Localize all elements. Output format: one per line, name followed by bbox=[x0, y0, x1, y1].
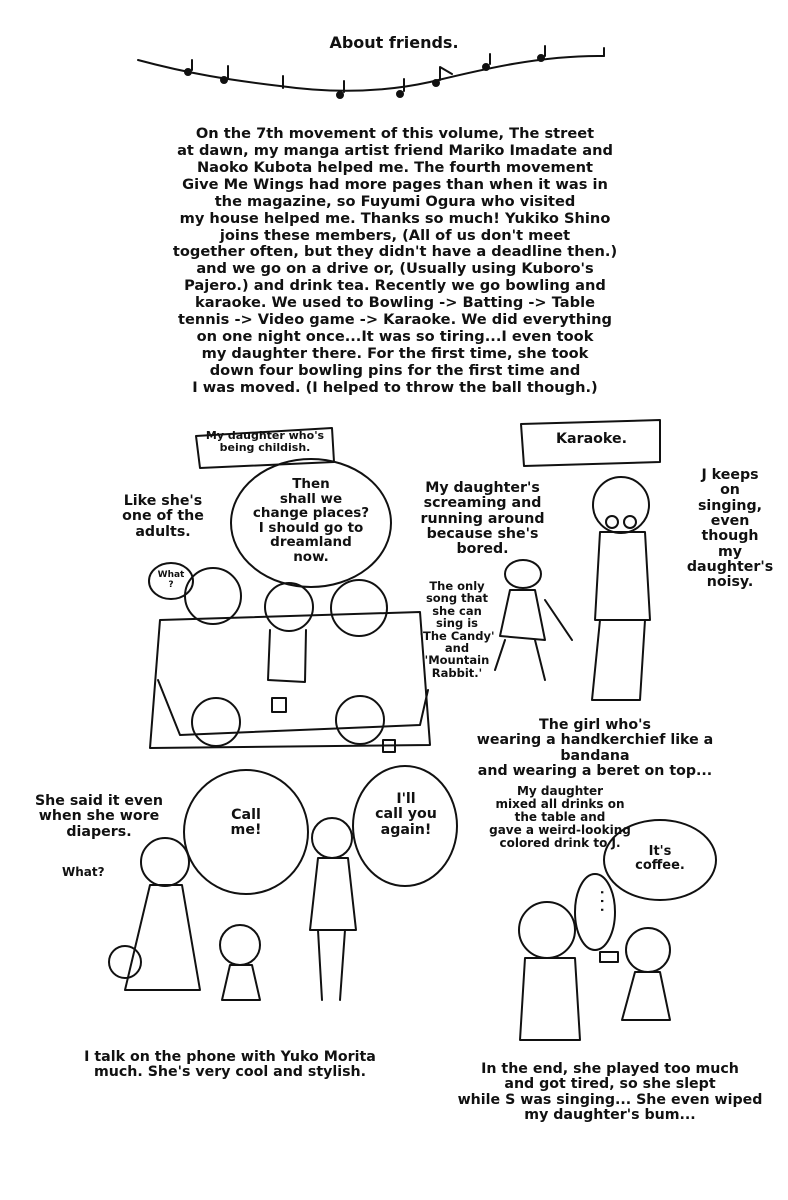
intro-line: Give Me Wings had more pages than when it was in bbox=[182, 175, 608, 193]
intro-line: On the 7th movement of this volume, The street bbox=[195, 125, 595, 142]
ellipsis-bubble: · · · bbox=[595, 890, 609, 913]
like-adults-text: Like she's one of the adults. bbox=[122, 493, 204, 540]
coffee-caption: In the end, she played too much and got tired, so she slept while S was singing... She even wiped my daughter's bum... bbox=[457, 1061, 763, 1123]
intro-line: tennis -> Video game -> Karaoke. We did everything bbox=[178, 311, 612, 329]
call-again-bubble: I'll call you again! bbox=[375, 791, 437, 838]
intro-line: down four bowling pins for the first time and bbox=[209, 361, 581, 379]
intro-line: at dawn, my manga artist friend Mariko Imadate and bbox=[177, 141, 613, 159]
karaoke-sign: Karaoke. bbox=[556, 431, 627, 447]
intro-line: joins these members, (All of us don't meet bbox=[219, 226, 571, 244]
intro-text bbox=[110, 126, 680, 397]
what-small-bubble: What ? bbox=[157, 570, 185, 590]
j-singing-text: J keeps on singing, even though my daughter's noisy. bbox=[686, 467, 774, 591]
intro-line: my house helped me. Thanks so much! Yukiko Shino bbox=[179, 209, 611, 227]
change-places-bubble: Then shall we change places? I should go to dreamland now. bbox=[252, 476, 370, 565]
phone-caption: I talk on the phone with Yuko Morita much. She's very cool and stylish. bbox=[84, 1049, 376, 1081]
childish-sign: My daughter who's being childish. bbox=[205, 429, 325, 454]
screaming-text: My daughter's screaming and running around because she's bored. bbox=[420, 480, 545, 558]
intro-line: on one night once...It was so tiring...I even took bbox=[196, 328, 594, 346]
mixed-drinks-text: My daughter mixed all drinks on the table and gave a weird-looking colored drink to J. bbox=[489, 784, 631, 850]
coffee-bubble: It's coffee. bbox=[635, 844, 685, 874]
intro-line: my daughter there. For the first time, she took bbox=[201, 344, 589, 362]
diapers-text: She said it even when she wore diapers. bbox=[34, 793, 164, 840]
intro-line: I was moved. (I helped to throw the ball though.) bbox=[192, 378, 598, 396]
intro-line: together often, but they didn't have a deadline then.) bbox=[172, 243, 618, 261]
intro-line: Naoko Kubota helped me. The fourth movement bbox=[196, 158, 594, 176]
intro-line: karaoke. We used to Bowling -> Batting -> Table bbox=[195, 294, 595, 312]
bandana-caption: The girl who's wearing a handkerchief like a bandana and wearing a beret on top... bbox=[476, 717, 714, 779]
intro-line: Pajero.) and drink tea. Recently we go bowling and bbox=[184, 277, 606, 295]
music-ribbon bbox=[138, 56, 604, 91]
what-text: What? bbox=[62, 865, 105, 879]
intro-line: and we go on a drive or, (Usually using Kuboro's bbox=[196, 260, 594, 278]
call-me-bubble: Call me! bbox=[230, 807, 262, 839]
page-title: About friends. bbox=[329, 33, 459, 52]
intro-line: the magazine, so Fuyumi Ogura who visited bbox=[214, 192, 576, 210]
only-song-text: The only song that she can sing is 'The Candy' and 'Mountain Rabbit.' bbox=[419, 579, 495, 680]
